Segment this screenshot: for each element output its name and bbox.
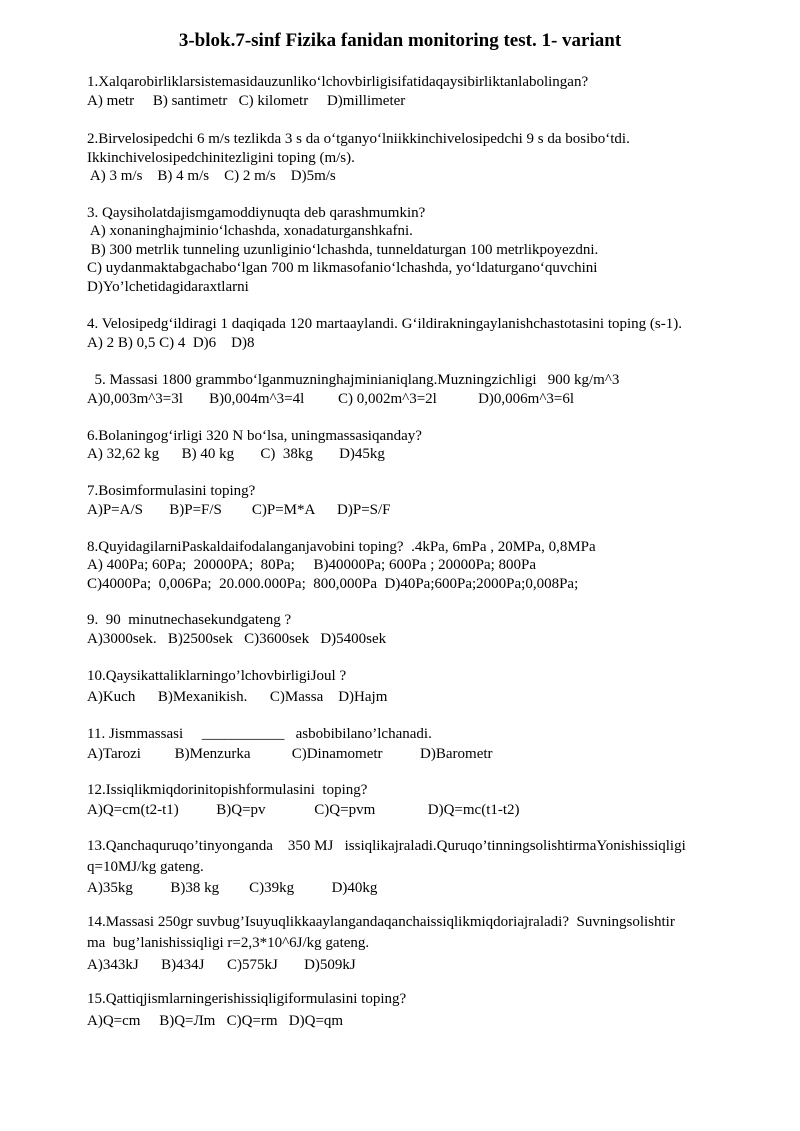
question-text: 2.Birvelosipedchi 6 m/s tezlikda 3 s da oʻtganyoʻlniikkinchivelosipedchi 9 s da bosiboʻtdi.: [87, 131, 630, 147]
question-line: A)Kuch B)Mexanikish. C)Massa D)Hajm: [87, 689, 388, 705]
question-line: A)3000sek. B)2500sek C)3600sek D)5400sek: [87, 631, 387, 647]
question-line: ma bug’lanishissiqligi r=2,3*10^6J/kg gateng.: [87, 935, 370, 951]
question-line: B) 300 metrlik tunneling uzunliginioʻlchashda, tunneldaturgan 100 metrlikpoyezdni.: [87, 242, 599, 258]
question-text: 9. 90 minutnechasekundgateng ?: [87, 612, 292, 628]
question-line: A)0,003m^3=3l B)0,004m^3=4l C) 0,002m^3=2l D)0,006m^3=6l: [87, 391, 574, 407]
question-line: A)Tarozi B)Menzurka C)Dinamometr D)Barometr: [87, 746, 493, 762]
question-text: 7.Bosimformulasini toping?: [87, 483, 256, 499]
question-text: 10.Qaysikattaliklarningo’lchovbirligiJoul ?: [87, 668, 347, 684]
question-line: A) 32,62 kg B) 40 kg C) 38kg D)45kg: [87, 446, 385, 462]
question-line: A)35kg B)38 kg C)39kg D)40kg: [87, 880, 378, 896]
question-text: 6.Bolaningogʻirligi 320 N boʻlsa, uningmassasiqanday?: [87, 428, 422, 444]
question-line: A)Q=cm B)Q=Лm C)Q=rm D)Q=qm: [87, 1013, 344, 1029]
question-line: q=10MJ/kg gateng.: [87, 859, 204, 875]
question-text: 4. Velosipedgʻildiragi 1 daqiqada 120 martaaylandi. Gʻildirakningaylanishchastotasini toping (s-1).: [87, 316, 683, 332]
question-text: 3. Qaysiholatdajismgamoddiynuqta deb qarashmumkin?: [87, 205, 426, 221]
question-line: C)4000Pa; 0,006Pa; 20.000.000Pa; 800,000Pa D)40Pa;600Pa;2000Pa;0,008Pa;: [87, 576, 579, 592]
question-line: D)Yo’lchetidagidaraxtlarni: [87, 279, 249, 295]
question-text: 12.Issiqlikmiqdorinitopishformulasini toping?: [87, 782, 368, 798]
question-line: A) metr B) santimetr C) kilometr D)millimeter: [87, 93, 406, 109]
question-text: 15.Qattiqjismlarningerishissiqligiformulasini toping?: [87, 991, 407, 1007]
question-line: Ikkinchivelosipedchinitezligini toping (m/s).: [87, 150, 355, 166]
question-line: A)343kJ B)434J C)575kJ D)509kJ: [87, 957, 356, 973]
question-line: A) xonaninghajminioʻlchashda, xonadaturganshkafni.: [87, 223, 413, 239]
question-text: 11. Jismmassasi ___________ asbobibilano’lchanadi.: [87, 726, 432, 742]
page-title: 3-blok.7-sinf Fizika fanidan monitoring test. 1- variant: [178, 30, 622, 51]
question-text: 5. Massasi 1800 grammboʻlganmuzninghajminianiqlang.Muzningzichligi 900 kg/m^3: [87, 372, 620, 388]
question-text: 8.QuyidagilarniPaskaldaifodalanganjavobini toping? .4kPa, 6mPa , 20MPa, 0,8MPa: [87, 539, 596, 555]
question-line: A)Q=cm(t2-t1) B)Q=pv C)Q=pvm D)Q=mc(t1-t2): [87, 802, 520, 818]
question-text: 1.Xalqarobirliklarsistemasidauzunlikoʻlchovbirligisifatidaqaysibirliktanlabolingan?: [87, 74, 589, 90]
question-line: A) 3 m/s B) 4 m/s C) 2 m/s D)5m/s: [87, 168, 336, 184]
question-text: 14.Massasi 250gr suvbug’Isuyuqlikkaaylangandaqanchaissiqlikmiqdoriajraladi? Suvningsolishtir: [87, 914, 675, 930]
question-line: C) uydanmaktabgachaboʻlgan 700 m likmasofanioʻlchashda, yoʻldaturganoʻquvchini: [87, 260, 598, 276]
question-line: A) 400Pa; 60Pa; 20000PA; 80Pa; B)40000Pa; 600Pa ; 20000Pa; 800Pa: [87, 557, 537, 573]
question-text: 13.Qanchaquruqo’tinyonganda 350 MJ issiqlikajraladi.Quruqo’tinningsolishtirmaYonishissiqligi: [87, 838, 686, 854]
question-line: A) 2 B) 0,5 C) 4 D)6 D)8: [87, 335, 255, 351]
question-line: A)P=A/S B)P=F/S C)P=M*A D)P=S/F: [87, 502, 391, 518]
